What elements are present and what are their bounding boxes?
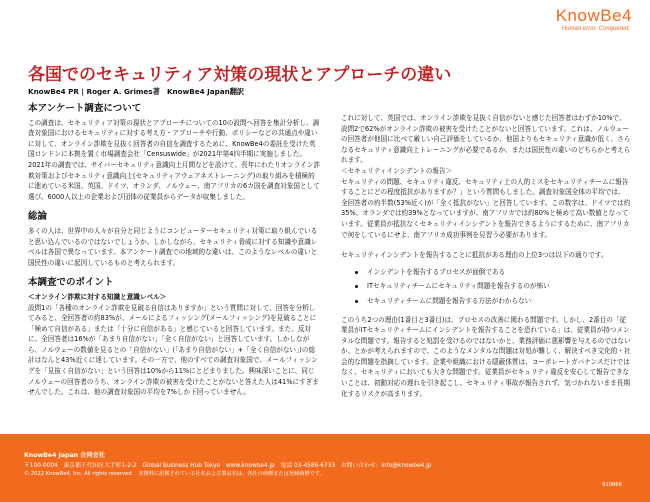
summary-body: 多くの人は、世界中の人々が自分と同じようにコンピューターセキュリティ対策に取り組んでいると思い込んでいるのではないでしょうか。しかしながら、セキュリティ脅威に対する知識や意識レベルは各国で異なっています。本アンケート調査での地域的な違いは、このようなレベルの違いと国民性の違いに起因しているものと考えられます。 xyxy=(28,226,318,267)
right-intro: これに対して、英国では、オンライン詐欺を見抜く自信がないと感じた回答者はわずか10%で、設問2で62%がオンライン詐欺の被害を受けたことがないと回答しています。これは、ノルウェーの回答者が他国に比べて厳しい自己評価をしているか、他国よりもセキュリティ意識が低く、さらなるセキュリティ意識向上トレーニングが必要であるか、または国民性の違いのどちらかと考えられます。 xyxy=(341,114,631,165)
survey-body: この調査は、セキュリティア対策の現状とアプローチについての10の設問へ回答を集計分析し、調査対象国におけるセキュリティに対する考え方・アプローチや行動、ポリシーなどの共通点や違いに対して、オンライン詐欺を見抜く回答者の自信を調査するために、KnowBe4の委託を受けた英国ロンドンに本拠を置く市場調査会社「Censuswide」が2021年第4四半期に実施しました。2021年の調査では、サイバーセキュリティ意識向上月間などを設けて、長年にわたりオンライン詐欺対策およびセキュリティ意識向上(セキュリティアウェアネストレーニング)の取り組みを積極的に進めている米国、英国、ドイツ、オランダ、ノルウェー、南アフリカの6カ国を調査対象国として選び、6000人以上の企業および団体の従業員からデータが収集しました。 xyxy=(28,118,321,201)
survey-heading: 本アンケート調査について xyxy=(28,103,142,114)
survey-section xyxy=(28,104,320,202)
footer xyxy=(0,434,650,502)
page-title: 各国でのセキュリティア対策の現状とアプローチの違い xyxy=(28,65,452,85)
byline: KnowBe4 PR | Roger A. Grimes著 KnowBe4 Japan翻訳 xyxy=(28,87,245,96)
summary-heading: 総論 xyxy=(28,211,48,223)
knowbe4-logo xyxy=(512,6,632,36)
footer-copyright: © 2022 KnowBe4, Inc. All rights reserved. 本資料に記載されている社名および製品名は、各社の商標または登録商標です。 xyxy=(24,471,325,477)
right-column xyxy=(341,113,631,399)
conclusion-body: このうち2つの理由(1番目と3番目)は、プロセスの改善に関わる問題です。しかし、2番目の「従業員がITセキュリティチームにインシデントを報告することを恐れている」は、従業員が持つメンタルな問題です。報告すると処罰を受けるのではないかと、業務評価に悪影響を与えるのではないか、とかが考えられますので、このようなメンタルな問題は対処が難しく、解決すべき文化的・社会的な問題を指摘しています。企業や組織における隠蔽体質は、コーポレートガバナンスだけではなく、セキュリティにおいても大きな問題です。従業員がセキュリティ違反を安心して報告できないことは、初動対応の遅れを引き起こし、セキュリティ事故が報告されず、気づかれないまま長期化するリスクが高まります。 xyxy=(341,315,631,398)
list-item: ITセキュリティチームにセキュリティ問題を報告するのが怖い xyxy=(355,281,631,292)
incident-body: セキュリティの問題、セキュリティ違反、セキュリティ上の人的ミスをセキュリティチームに報告することにどの程度抵抗がありますか？」という質問もしました。調査対象国全体の平均では、全回答者の約半数(53%近く)が「全く抵抗がない」と回答しています。この数字は、ドイツでは約35%、オランダでは約39%となっていますが、南アフリカでは約80%と極めて高い数値となっています。従業員が抵抗なくセキュリティインシデントを報告できるようにするために、南アフリカで何をしているにせよ、南アフリカ成功事例を見習う必要があります。 xyxy=(341,177,631,239)
list-item: セキュリティチームに問題を報告する方法がわからない xyxy=(355,296,631,307)
summary-section xyxy=(28,212,320,268)
footer-address: 〒100-0004 東京都千代田区大手町1-2-2 Global Business Hub Tokyo www.knowbe4.jp 電話 03-4586-6733 お問い合わせ：info@knowbe4.jp xyxy=(24,463,432,469)
footer-company: KnowBe4 Japan 合同会社 xyxy=(24,452,105,459)
logo-text: KnowBe4 xyxy=(555,6,632,25)
reasons-intro: セキュリティインシデントを報告することに抵抗がある理由の上位3つは以下の通りです。 xyxy=(341,251,608,260)
points-section xyxy=(28,278,320,398)
points-subheading: ＜オンライン詐欺に対する知識と意識レベル＞ xyxy=(28,292,167,301)
logo-tagline: Human error. Conquered. xyxy=(561,26,630,32)
points-body: 設問1の「各種のオンライン詐欺を見破る自信はありますか」という質問に対して、回答を分析してみると、全回答者の約83%が、メールによるフィッシング(メールフィッシング)を見破ることに「極めて自信がある」または「十分に自信がある」と感じていると回答しています。また、反対に、全回答者は16%が「あまり自信がない」「全く自信がない」と回答しています。しかしながら、ノルウェーの数値を見るとの「自信がない」(「あまり自信がない」+「全く自信がない」)の総計はなんと43%近くに達しています。その一方で、他のすべての調査対象国で、メールフィッシングを「見抜く自信がない」という回答は10%から11%にとどまりました。興味深いことに、同じノルウェーの回答者のうち、オンライン詐欺の被害を受けたことがないと答えた人は41%にすぎませんでした。これは、他の調査対象国の平均を7%しか下回っていません。 xyxy=(28,303,319,397)
left-column xyxy=(28,104,320,408)
list-item: インシデントを報告するプロセスが面倒である xyxy=(355,267,631,278)
reasons-list xyxy=(355,267,631,307)
incident-subheading: ＜セキュリティインシデントの報告＞ xyxy=(341,166,453,175)
footer-code: 91086K xyxy=(602,482,622,488)
incident-section xyxy=(341,166,631,240)
points-heading: 本調査でのポイント xyxy=(28,277,114,289)
